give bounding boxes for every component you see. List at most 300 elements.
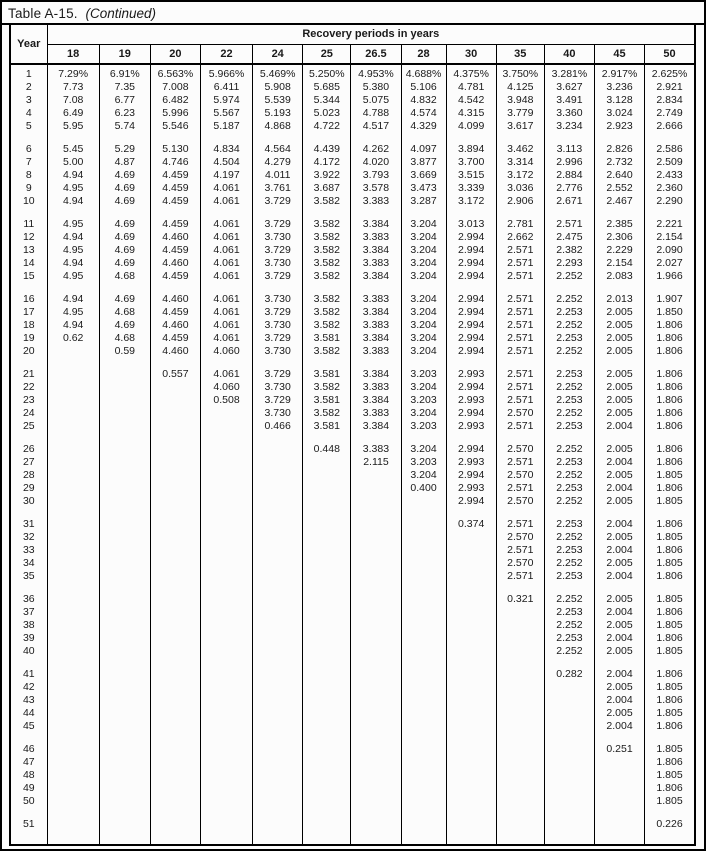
spacer-cell <box>544 133 594 143</box>
rate-cell: 2.571 <box>496 420 544 433</box>
rate-cell <box>200 593 252 606</box>
rate-cell: 1.806 <box>645 756 695 769</box>
rate-cell: 0.251 <box>594 743 644 756</box>
rate-cell: 3.203 <box>401 394 446 407</box>
spacer-cell <box>253 733 303 743</box>
rate-cell: 4.315 <box>446 107 496 120</box>
rate-cell: 4.279 <box>253 156 303 169</box>
rate-cell: 2.993 <box>446 420 496 433</box>
rate-cell <box>401 557 446 570</box>
rate-cell: 2.666 <box>645 120 695 133</box>
spacer-cell <box>544 208 594 218</box>
rate-cell: 4.94 <box>47 231 99 244</box>
spacer-cell <box>200 658 252 668</box>
rate-cell: 4.262 <box>351 143 401 156</box>
spacer-cell <box>200 808 252 818</box>
rate-cell: 4.834 <box>200 143 252 156</box>
rate-cell <box>150 557 200 570</box>
spacer-cell <box>150 433 200 443</box>
rate-cell <box>99 668 150 681</box>
rate-cell: 0.448 <box>303 443 351 456</box>
rate-cell <box>99 645 150 658</box>
rate-cell: 2.004 <box>594 482 644 495</box>
table-row-year-27 <box>10 456 695 469</box>
rate-cell <box>351 495 401 508</box>
rate-cell: 5.74 <box>99 120 150 133</box>
spacer-cell <box>401 733 446 743</box>
rate-cell <box>150 570 200 583</box>
spacer-cell <box>446 508 496 518</box>
rate-cell <box>47 456 99 469</box>
rate-cell: 6.563% <box>150 68 200 81</box>
rate-cell: 5.193 <box>253 107 303 120</box>
rate-cell <box>99 681 150 694</box>
rate-cell: 4.329 <box>401 120 446 133</box>
rate-cell <box>446 694 496 707</box>
rate-cell <box>200 707 252 720</box>
spacer-cell <box>401 583 446 593</box>
rate-cell <box>351 782 401 795</box>
spacer-cell <box>496 658 544 668</box>
rate-cell <box>47 531 99 544</box>
spacer-cell <box>496 358 544 368</box>
rate-cell <box>150 593 200 606</box>
rate-cell: 4.688% <box>401 68 446 81</box>
rate-cell <box>496 795 544 808</box>
rate-cell <box>200 420 252 433</box>
table-row-year-42 <box>10 681 695 694</box>
rate-cell: 1.806 <box>645 332 695 345</box>
spacer-cell <box>496 133 544 143</box>
rate-cell: 3.383 <box>351 381 401 394</box>
rate-cell: 3.204 <box>401 270 446 283</box>
rate-cell: 1.805 <box>645 795 695 808</box>
spacer-cell <box>645 808 695 818</box>
rate-cell <box>496 756 544 769</box>
rate-cell: 4.722 <box>303 120 351 133</box>
spacer-cell <box>47 808 99 818</box>
rate-cell: 4.097 <box>401 143 446 156</box>
rate-cell: 1.806 <box>645 544 695 557</box>
rate-cell: 3.700 <box>446 156 496 169</box>
rate-cell: 2.625% <box>645 68 695 81</box>
table-row-year-10 <box>10 195 695 208</box>
rate-cell: 3.922 <box>303 169 351 182</box>
rate-cell: 3.384 <box>351 332 401 345</box>
spacer-cell <box>544 831 594 845</box>
rate-cell <box>200 681 252 694</box>
rate-cell: 3.204 <box>401 218 446 231</box>
rate-cell: 4.69 <box>99 195 150 208</box>
rate-cell: 2.994 <box>446 270 496 283</box>
spacer-cell <box>303 808 351 818</box>
rate-cell: 4.94 <box>47 257 99 270</box>
year-cell: 16 <box>10 293 47 306</box>
rate-cell <box>446 619 496 632</box>
year-cell: 45 <box>10 720 47 733</box>
rate-cell <box>200 570 252 583</box>
spacer-cell <box>496 831 544 845</box>
table-row-year-25 <box>10 420 695 433</box>
rate-cell <box>47 570 99 583</box>
rate-cell: 3.729 <box>253 306 303 319</box>
rate-cell <box>150 668 200 681</box>
spacer-cell <box>351 433 401 443</box>
spacer-cell <box>351 733 401 743</box>
rate-cell: 2.252 <box>544 645 594 658</box>
rate-cell <box>99 456 150 469</box>
rate-cell <box>401 632 446 645</box>
depreciation-rate-table <box>9 25 696 846</box>
rate-cell <box>594 756 644 769</box>
rate-cell: 2.993 <box>446 368 496 381</box>
spacer-cell <box>200 208 252 218</box>
rate-cell: 2.781 <box>496 218 544 231</box>
spacer-cell <box>351 808 401 818</box>
rate-cell: 3.383 <box>351 293 401 306</box>
table-row-year-23 <box>10 394 695 407</box>
rate-cell <box>351 544 401 557</box>
rate-cell: 1.806 <box>645 319 695 332</box>
table-row-year-36 <box>10 593 695 606</box>
rate-cell: 3.462 <box>496 143 544 156</box>
rate-cell: 3.578 <box>351 182 401 195</box>
rate-cell: 2.570 <box>496 469 544 482</box>
year-cell: 48 <box>10 769 47 782</box>
rate-cell: 4.95 <box>47 306 99 319</box>
rate-cell: 1.806 <box>645 368 695 381</box>
spacer-cell <box>446 208 496 218</box>
rate-cell: 2.004 <box>594 606 644 619</box>
rate-cell: 2.382 <box>544 244 594 257</box>
rate-cell: 4.781 <box>446 81 496 94</box>
rate-cell: 2.906 <box>496 195 544 208</box>
rate-cell: 4.099 <box>446 120 496 133</box>
year-cell: 26 <box>10 443 47 456</box>
spacer-cell <box>544 583 594 593</box>
rate-cell: 2.994 <box>446 381 496 394</box>
rate-cell: 4.011 <box>253 169 303 182</box>
table-row-year-47 <box>10 756 695 769</box>
rate-cell: 2.994 <box>446 495 496 508</box>
table-row-year-26 <box>10 443 695 456</box>
rate-cell <box>99 632 150 645</box>
rate-cell: 2.005 <box>594 469 644 482</box>
rate-cell <box>594 795 644 808</box>
rate-cell <box>351 743 401 756</box>
rate-cell: 4.459 <box>150 306 200 319</box>
spacer-cell <box>594 583 644 593</box>
rate-cell <box>99 756 150 769</box>
rate-cell: 2.571 <box>496 293 544 306</box>
rate-cell: 4.060 <box>200 381 252 394</box>
rate-cell: 2.005 <box>594 593 644 606</box>
rate-cell: 1.806 <box>645 720 695 733</box>
table-row-year-41 <box>10 668 695 681</box>
rate-cell: 4.061 <box>200 332 252 345</box>
rate-cell: 2.005 <box>594 319 644 332</box>
rate-cell <box>496 606 544 619</box>
table-row-year-17 <box>10 306 695 319</box>
group-spacer-row <box>10 283 695 293</box>
rate-cell: 1.805 <box>645 593 695 606</box>
rate-cell <box>446 818 496 831</box>
rate-cell <box>253 756 303 769</box>
rate-cell <box>303 531 351 544</box>
rate-cell: 4.69 <box>99 218 150 231</box>
rate-cell <box>401 544 446 557</box>
rate-cell: 2.252 <box>544 381 594 394</box>
spacer-cell <box>10 658 47 668</box>
table-row-year-16 <box>10 293 695 306</box>
group-spacer-row <box>10 583 695 593</box>
rate-cell: 2.005 <box>594 707 644 720</box>
rate-cell <box>99 482 150 495</box>
rate-cell: 4.061 <box>200 293 252 306</box>
rate-cell <box>47 632 99 645</box>
rate-cell: 3.581 <box>303 368 351 381</box>
spacer-cell <box>99 658 150 668</box>
rate-cell <box>47 619 99 632</box>
rate-cell <box>99 743 150 756</box>
rate-cell: 2.005 <box>594 557 644 570</box>
rate-cell <box>253 681 303 694</box>
year-cell: 27 <box>10 456 47 469</box>
rate-cell <box>446 707 496 720</box>
rate-cell: 2.571 <box>496 381 544 394</box>
rate-cell <box>303 681 351 694</box>
rate-cell: 4.832 <box>401 94 446 107</box>
rate-cell: 2.917% <box>594 68 644 81</box>
rate-cell <box>200 606 252 619</box>
rate-cell <box>351 707 401 720</box>
spacer-cell <box>446 133 496 143</box>
rate-cell: 5.996 <box>150 107 200 120</box>
rate-cell: 3.287 <box>401 195 446 208</box>
spacer-cell <box>150 508 200 518</box>
rate-cell <box>544 681 594 694</box>
rate-cell: 2.385 <box>594 218 644 231</box>
rate-cell: 2.994 <box>446 319 496 332</box>
rate-cell <box>544 720 594 733</box>
spacer-cell <box>253 808 303 818</box>
rate-cell: 2.253 <box>544 632 594 645</box>
rate-cell: 5.380 <box>351 81 401 94</box>
rate-cell: 3.730 <box>253 381 303 394</box>
table-row-year-38 <box>10 619 695 632</box>
rate-cell: 2.571 <box>496 257 544 270</box>
rate-cell: 5.023 <box>303 107 351 120</box>
rate-cell: 5.974 <box>200 94 252 107</box>
table-row-year-13 <box>10 244 695 257</box>
rate-cell: 2.005 <box>594 332 644 345</box>
rate-cell <box>496 645 544 658</box>
rate-cell: 3.204 <box>401 332 446 345</box>
period-header-45: 45 <box>594 44 644 64</box>
year-cell: 42 <box>10 681 47 694</box>
rate-cell: 3.204 <box>401 407 446 420</box>
rate-cell: 4.020 <box>351 156 401 169</box>
rate-cell: 3.234 <box>544 120 594 133</box>
rate-cell <box>401 681 446 694</box>
rate-cell <box>47 668 99 681</box>
rate-cell: 1.850 <box>645 306 695 319</box>
rate-cell <box>99 407 150 420</box>
spacer-cell <box>99 831 150 845</box>
year-cell: 32 <box>10 531 47 544</box>
rate-cell: 6.411 <box>200 81 252 94</box>
rate-cell <box>200 818 252 831</box>
rate-cell: 3.729 <box>253 394 303 407</box>
year-cell: 5 <box>10 120 47 133</box>
rate-cell <box>99 769 150 782</box>
table-row-year-32 <box>10 531 695 544</box>
rate-cell <box>446 668 496 681</box>
rate-cell <box>544 694 594 707</box>
rate-cell: 4.69 <box>99 231 150 244</box>
spacer-cell <box>10 433 47 443</box>
table-row-year-35 <box>10 570 695 583</box>
rate-cell <box>47 469 99 482</box>
rate-cell: 4.746 <box>150 156 200 169</box>
spacer-cell <box>253 133 303 143</box>
rate-cell: 2.994 <box>446 257 496 270</box>
rate-cell <box>200 407 252 420</box>
rate-cell <box>150 407 200 420</box>
rate-cell: 2.253 <box>544 394 594 407</box>
year-cell: 29 <box>10 482 47 495</box>
rate-cell <box>446 632 496 645</box>
rate-cell: 1.806 <box>645 606 695 619</box>
rate-cell: 2.571 <box>496 319 544 332</box>
spacer-cell <box>200 831 252 845</box>
rate-cell <box>303 720 351 733</box>
rate-cell <box>99 707 150 720</box>
spacer-cell <box>253 283 303 293</box>
rate-cell <box>446 795 496 808</box>
spacer-cell <box>99 283 150 293</box>
rate-cell <box>496 681 544 694</box>
rate-cell: 0.466 <box>253 420 303 433</box>
spacer-cell <box>594 808 644 818</box>
spacer-cell <box>401 508 446 518</box>
rate-cell: 3.204 <box>401 443 446 456</box>
rate-cell: 1.805 <box>645 531 695 544</box>
rate-cell: 1.805 <box>645 495 695 508</box>
rate-cell: 4.68 <box>99 332 150 345</box>
rate-cell: 3.384 <box>351 306 401 319</box>
rate-cell: 3.204 <box>401 244 446 257</box>
rate-cell: 2.004 <box>594 668 644 681</box>
rate-cell: 5.908 <box>253 81 303 94</box>
table-title <box>2 2 704 25</box>
rate-cell: 2.154 <box>594 257 644 270</box>
rate-cell: 0.282 <box>544 668 594 681</box>
spacer-cell <box>99 208 150 218</box>
spacer-cell <box>10 831 47 845</box>
rate-cell: 2.252 <box>544 345 594 358</box>
rate-cell <box>303 756 351 769</box>
rate-cell: 3.730 <box>253 345 303 358</box>
rate-cell: 2.252 <box>544 443 594 456</box>
group-spacer-row <box>10 658 695 668</box>
rate-cell: 3.582 <box>303 231 351 244</box>
rate-cell: 1.806 <box>645 407 695 420</box>
rate-cell: 3.113 <box>544 143 594 156</box>
rate-cell <box>446 606 496 619</box>
rate-cell <box>351 482 401 495</box>
table-row-year-1 <box>10 68 695 81</box>
year-cell: 20 <box>10 345 47 358</box>
rate-cell <box>200 632 252 645</box>
rate-cell <box>446 593 496 606</box>
year-cell: 22 <box>10 381 47 394</box>
table-row-year-44 <box>10 707 695 720</box>
table-row-year-48 <box>10 769 695 782</box>
rate-cell <box>47 420 99 433</box>
rate-cell <box>200 756 252 769</box>
rate-cell: 2.027 <box>645 257 695 270</box>
rate-cell: 3.204 <box>401 306 446 319</box>
rate-cell: 4.94 <box>47 293 99 306</box>
rate-cell: 2.253 <box>544 456 594 469</box>
rate-cell: 4.95 <box>47 244 99 257</box>
group-spacer-row <box>10 733 695 743</box>
rate-cell: 2.005 <box>594 345 644 358</box>
rate-cell: 4.517 <box>351 120 401 133</box>
rate-cell <box>401 818 446 831</box>
rate-cell: 2.671 <box>544 195 594 208</box>
rate-cell: 2.776 <box>544 182 594 195</box>
spacer-cell <box>401 433 446 443</box>
rate-cell: 1.806 <box>645 570 695 583</box>
rate-cell <box>200 557 252 570</box>
rate-cell <box>200 469 252 482</box>
year-cell: 8 <box>10 169 47 182</box>
rate-cell <box>303 557 351 570</box>
year-cell: 11 <box>10 218 47 231</box>
rate-cell: 2.252 <box>544 495 594 508</box>
spacer-cell <box>351 133 401 143</box>
rate-cell <box>303 619 351 632</box>
rate-cell: 4.460 <box>150 231 200 244</box>
rate-cell <box>200 694 252 707</box>
rate-cell <box>401 743 446 756</box>
rate-cell: 5.546 <box>150 120 200 133</box>
year-cell: 1 <box>10 68 47 81</box>
rate-cell <box>47 707 99 720</box>
rate-cell: 1.806 <box>645 782 695 795</box>
spacer-cell <box>200 583 252 593</box>
rate-cell <box>47 681 99 694</box>
rate-cell <box>594 769 644 782</box>
rate-cell: 2.252 <box>544 619 594 632</box>
year-cell: 38 <box>10 619 47 632</box>
rate-cell: 3.204 <box>401 469 446 482</box>
year-cell: 12 <box>10 231 47 244</box>
rate-cell: 4.953% <box>351 68 401 81</box>
rate-cell: 2.253 <box>544 306 594 319</box>
rate-cell <box>200 743 252 756</box>
rate-cell: 7.29% <box>47 68 99 81</box>
rate-cell: 4.061 <box>200 306 252 319</box>
rate-cell <box>47 756 99 769</box>
spacer-cell <box>99 583 150 593</box>
rate-cell: 2.433 <box>645 169 695 182</box>
rate-cell <box>303 668 351 681</box>
period-header-19: 19 <box>99 44 150 64</box>
rate-cell: 3.204 <box>401 381 446 394</box>
